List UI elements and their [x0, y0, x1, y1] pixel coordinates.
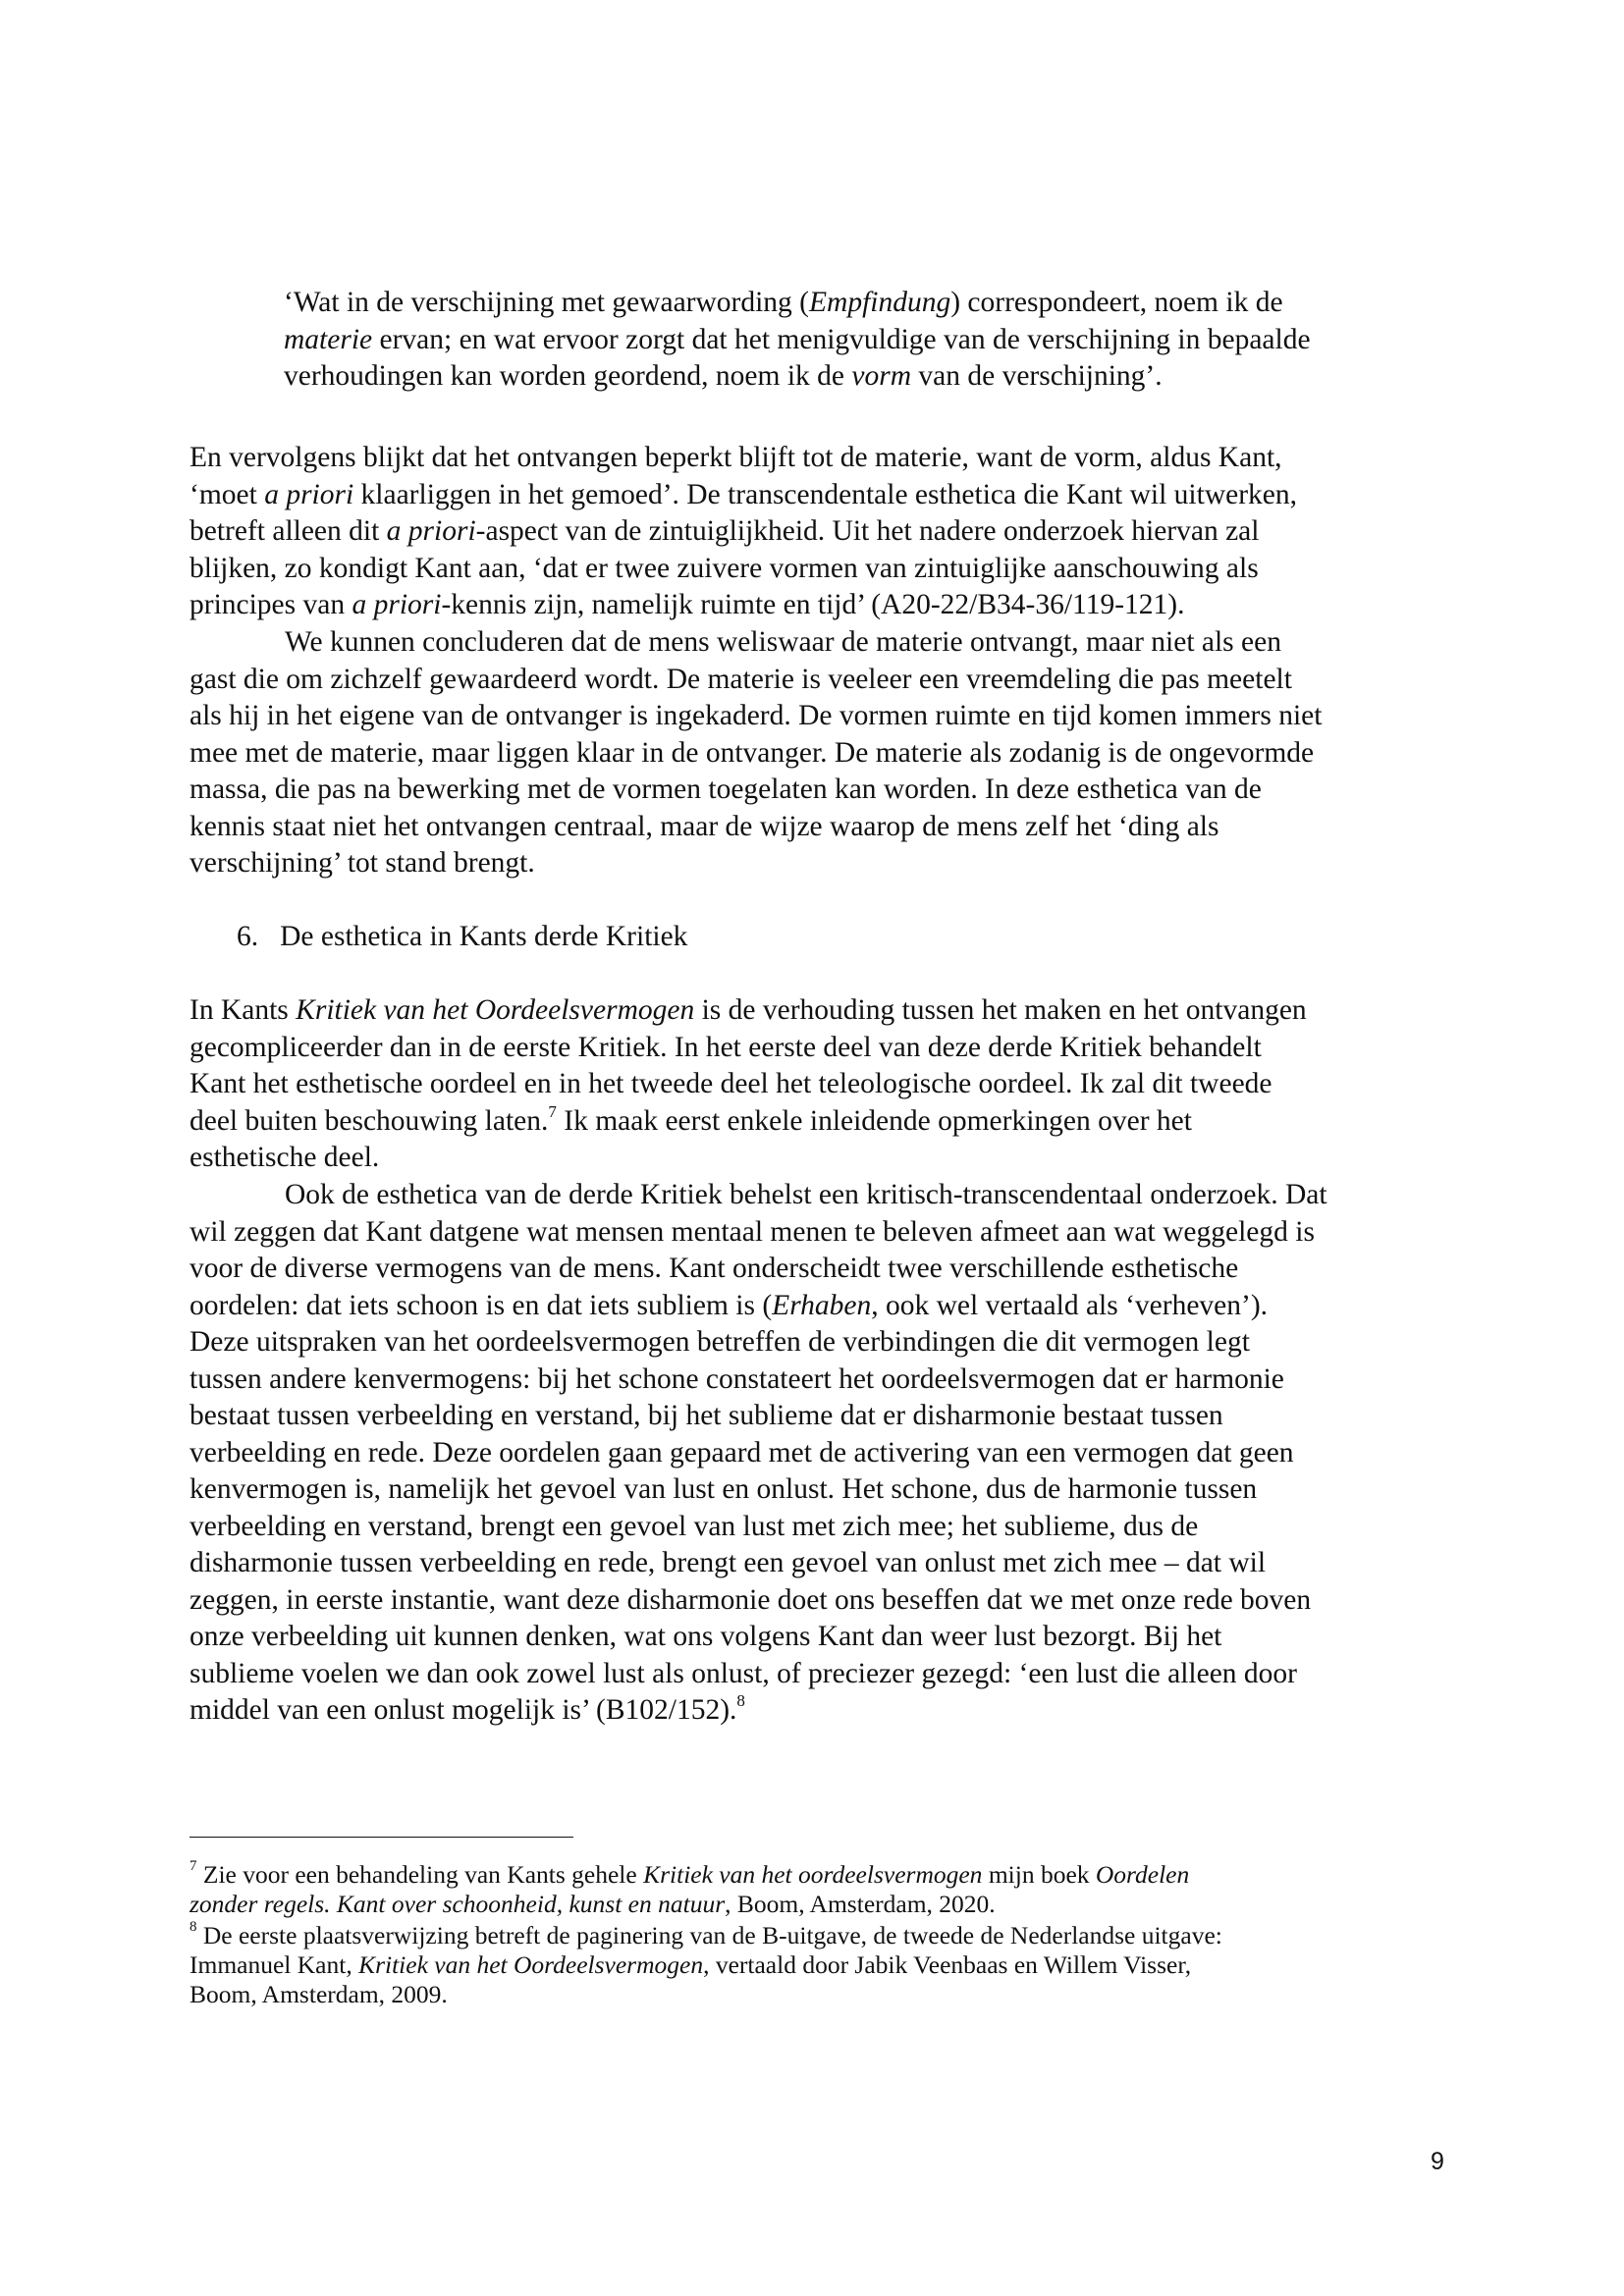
text-line: onze verbeelding uit kunnen denken, wat ons volgens Kant dan weer lust bezorgt. Bij het [189, 1621, 1222, 1652]
italic-text: Kritiek van het Oordeelsvermogen [296, 994, 695, 1026]
text-line: als hij in het eigene van de ontvanger is ingekaderd. De vormen ruimte en tijd komen immers niet [189, 700, 1323, 731]
italic-text: zonder regels. Kant over schoonheid, kunst en natuur [189, 1890, 726, 1918]
italic-text: Erhaben [772, 1289, 872, 1321]
text-line: verhoudingen kan worden geordend, noem ik de vorm van de verschijning’. [284, 360, 1163, 392]
text-line: Boom, Amsterdam, 2009. [189, 1980, 448, 2008]
section-heading [237, 919, 687, 956]
text-line: wil zeggen dat Kant datgene wat mensen mentaal menen te beleven afmeet aan wat weggelegd is [189, 1215, 1315, 1248]
text-line: gast die om zichzelf gewaardeerd wordt. De materie is veeleer een vreemdeling die pas meetelt [189, 663, 1292, 695]
italic-text: a priori [352, 589, 442, 620]
text-line: verbeelding en verstand, brengt een gevoel van lust met zich mee; het sublieme, dus de [189, 1510, 1199, 1542]
italic-text: vorm [851, 360, 912, 392]
page-number: 9 [1431, 2148, 1444, 2175]
text-line: kenvermogen is, namelijk het gevoel van lust en onlust. Het schone, dus de harmonie tussen [189, 1473, 1258, 1505]
text-line: betreft alleen dit a priori-aspect van de zintuiglijkheid. Uit het nadere onderzoek hiervan zal [189, 515, 1260, 547]
footnote-marker: 8 [736, 1691, 745, 1711]
text-line: disharmonie tussen verbeelding en rede, brengt een gevoel van onlust met zich mee – dat wil [189, 1547, 1267, 1578]
text-line: verschijning’ tot stand brengt. [189, 847, 535, 879]
text-line: mee met de materie, maar liggen klaar in de ontvanger. De materie als zodanig is de ongevormde [189, 736, 1315, 769]
paragraph-kant-vorm [189, 440, 1456, 624]
footnote-7 [189, 1857, 1466, 1919]
text-line: voor de diverse vermogens van de mens. Kant onderscheidt twee verschillende esthetische [189, 1253, 1239, 1284]
text-line: Ook de esthetica van de derde Kritiek behelst een kritisch-transcendentaal onderzoek. Dat [285, 1179, 1327, 1210]
text-line: Immanuel Kant, Kritiek van het Oordeelsvermogen, vertaald door Jabik Veenbaas en Willem Visser, [189, 1950, 1192, 1979]
text-line: principes van a priori-kennis zijn, namelijk ruimte en tijd’ (A20-22/B34-36/119-121). [189, 589, 1185, 620]
section-title: De esthetica in Kants derde Kritiek [280, 921, 688, 952]
text-line: zonder regels. Kant over schoonheid, kunst en natuur, Boom, Amsterdam, 2020. [189, 1890, 996, 1918]
paragraph-esthetica-derde-kritiek [189, 1177, 1456, 1730]
text-line: blijken, zo kondigt Kant aan, ‘dat er twee zuivere vormen van zintuiglijke aanschouwing als [189, 552, 1259, 584]
text-line: tussen andere kenvermogens: bij het schone constateert het oordeelsvermogen dat er harmonie [189, 1362, 1284, 1395]
text-line: $^7$ Zie voor een behandeling van Kants gehele Kritiek van het oordeelsvermogen mijn boek Oordelen [189, 1857, 1190, 1889]
text-line: ‘Wat in de verschijning met gewaarwording (Empfindung) correspondeert, noem ik de [284, 287, 1283, 318]
text-line: ‘moet a priori klaarliggen in het gemoed’. De transcendentale esthetica die Kant wil uitwerken, [189, 478, 1298, 510]
text-line: We kunnen concluderen dat de mens weliswaar de materie ontvangt, maar niet als een [285, 626, 1281, 658]
footnote-marker: 7 [548, 1101, 557, 1121]
text-line: gecompliceerder dan in de eerste Kritiek. In het eerste deel van deze derde Kritiek behandelt [189, 1031, 1262, 1063]
paragraph-kritiek-oordeelsvermogen [189, 992, 1456, 1177]
italic-text: a priori [386, 515, 476, 547]
text-line: verbeelding en rede. Deze oordelen gaan gepaard met de activering van een vermogen dat geen [189, 1436, 1294, 1468]
text-line: materie ervan; en wat ervoor zorgt dat het menigvuldige van de verschijning in bepaalde [284, 323, 1311, 355]
italic-text: Kritiek van het oordeelsvermogen [643, 1860, 983, 1889]
italic-text: Oordelen [1095, 1860, 1190, 1889]
text-line: $^8$ De eerste plaatsverwijzing betreft de paginering van de B-uitgave, de tweede de Nederlandse uitgave: [189, 1918, 1222, 1949]
text-line: kennis staat niet het ontvangen centraal, maar de wijze waarop de mens zelf het ‘ding als [189, 810, 1219, 842]
text-line: esthetische deel. [189, 1142, 380, 1173]
italic-text: Empfindung [809, 287, 951, 318]
text-line: middel van een onlust mogelijk is’ (B102/152).$^8$ [189, 1691, 745, 1726]
text-line: bestaat tussen verbeelding en verstand, bij het sublieme dat er disharmonie bestaat tussen [189, 1400, 1223, 1431]
text-line: In Kants Kritiek van het Oordeelsvermogen is de verhouding tussen het maken en het ontvangen [189, 994, 1307, 1026]
text-line: En vervolgens blijkt dat het ontvangen beperkt blijft tot de materie, want de vorm, aldus Kant, [189, 442, 1282, 473]
paragraph-materie-vreemdeling [189, 624, 1456, 882]
footnote-marker: 8 [189, 1918, 197, 1935]
section-number: 6. [237, 921, 259, 952]
footnote-marker: 7 [189, 1857, 197, 1874]
footnote-separator [189, 1837, 573, 1838]
text-line: Deze uitspraken van het oordeelsvermogen betreffen de verbindingen die dit vermogen legt [189, 1326, 1250, 1358]
italic-text: materie [284, 323, 373, 355]
text-line: deel buiten beschouwing laten.$^7$ Ik maak eerst enkele inleidende opmerkingen over het [189, 1101, 1192, 1137]
block-quote [284, 285, 1452, 396]
text-line: Kant het esthetische oordeel en in het tweede deel het teleologische oordeel. Ik zal dit tweede [189, 1068, 1272, 1099]
italic-text: a priori [264, 478, 354, 510]
text-line: sublieme voelen we dan ook zowel lust als onlust, of preciezer gezegd: ‘een lust die alleen door [189, 1657, 1297, 1689]
italic-text: Kritiek van het Oordeelsvermogen [358, 1950, 704, 1979]
footnote-8 [189, 1918, 1466, 2009]
text-line: zeggen, in eerste instantie, want deze disharmonie doet ons beseffen dat we met onze rede boven [189, 1583, 1312, 1616]
text-line: massa, die pas na bewerking met de vormen toegelaten kan worden. In deze esthetica van de [189, 774, 1262, 805]
text-line: oordelen: dat iets schoon is en dat iets subliem is (Erhaben, ook wel vertaald als ‘verheven’). [189, 1289, 1269, 1321]
